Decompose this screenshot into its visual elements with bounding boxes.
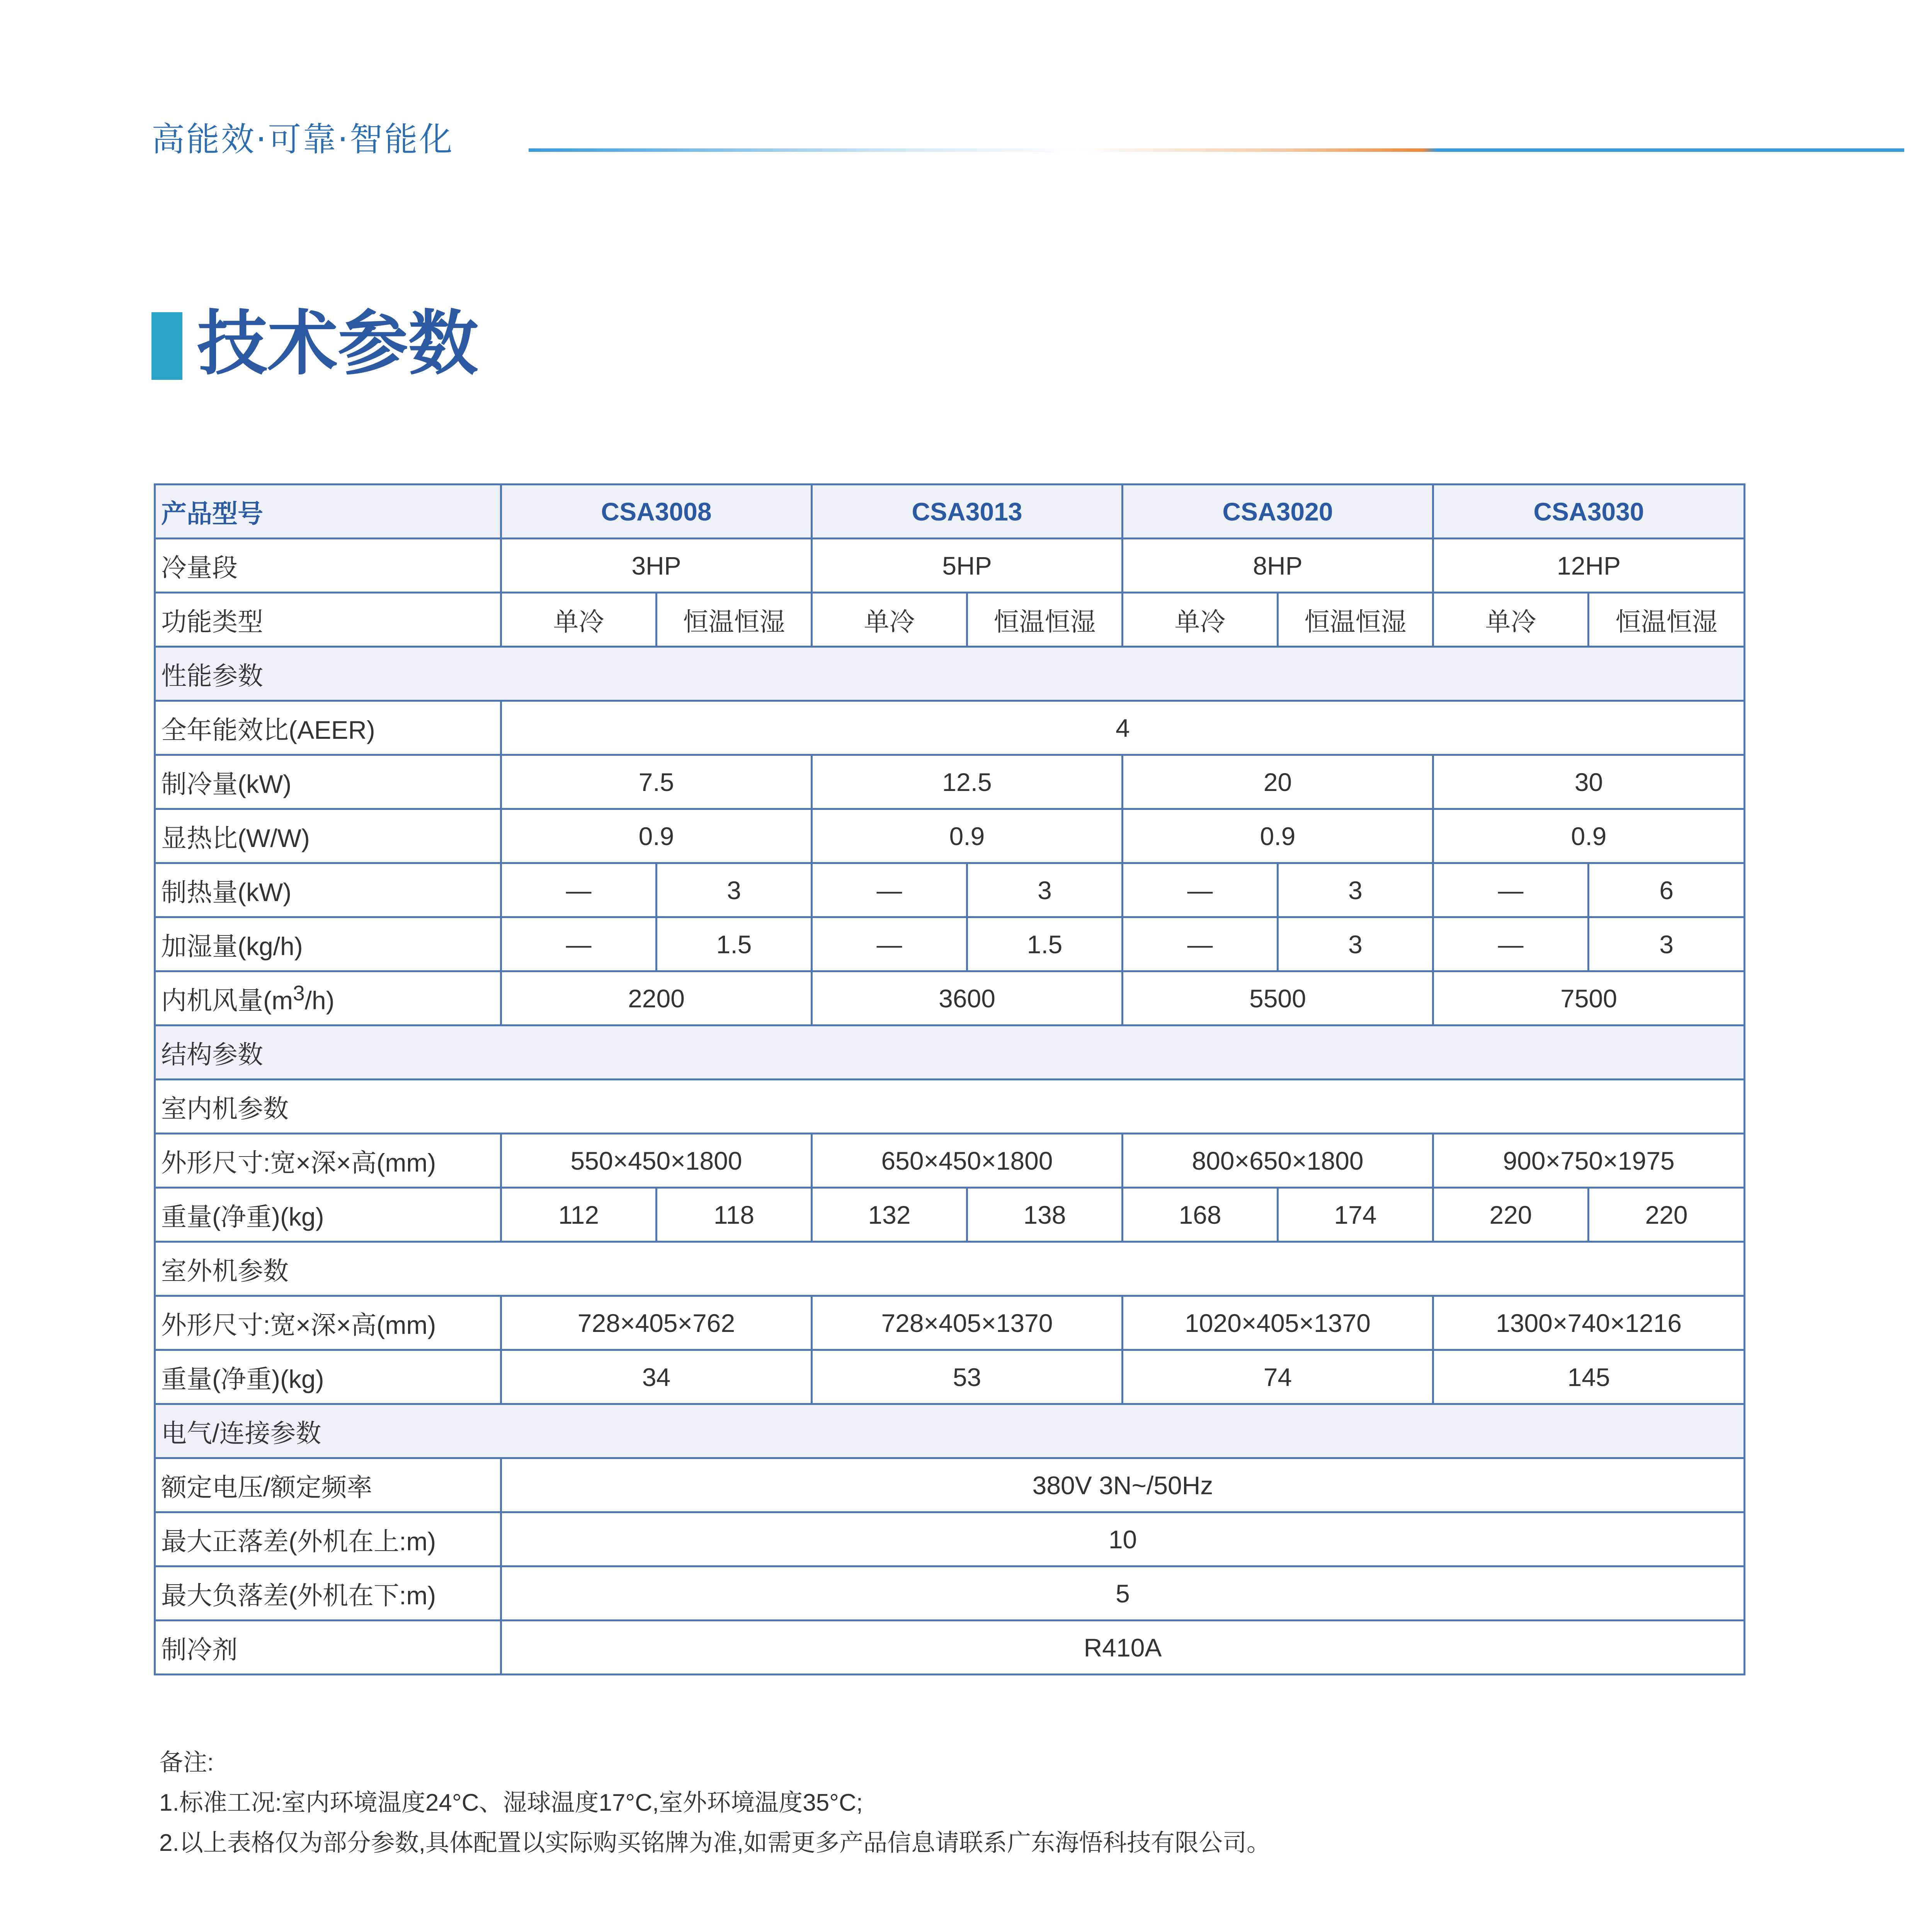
page-title: 技术参数 — [197, 303, 478, 384]
table-cell: 3 — [967, 863, 1123, 917]
table-cell: — — [812, 863, 967, 917]
header-divider — [529, 148, 1904, 152]
table-row — [155, 701, 1745, 755]
table-row — [155, 1350, 1745, 1404]
table-cell: 12HP — [1433, 539, 1745, 593]
row-label: 重量(净重)(kg) — [155, 1188, 501, 1242]
table-cell: 8HP — [1123, 539, 1433, 593]
table-cell: — — [501, 917, 657, 971]
row-label: 额定电压/额定频率 — [155, 1458, 501, 1512]
row-label: 加湿量(kg/h) — [155, 917, 501, 971]
table-cell: 7500 — [1433, 971, 1745, 1026]
table-cell: 0.9 — [1123, 809, 1433, 863]
table-cell: 74 — [1123, 1350, 1433, 1404]
table-cell: 单冷 — [1123, 593, 1278, 647]
notes-line: 2.以上表格仅为部分参数,具体配置以实际购买铭牌为准,如需更多产品信息请联系广东海悟科技有限公司。 — [159, 1830, 1271, 1856]
row-label — [155, 971, 501, 1026]
table-cell: 单冷 — [501, 593, 657, 647]
function-label: 功能类型 — [155, 593, 501, 647]
table-cell: 728×405×762 — [501, 1296, 812, 1350]
section-title: 结构参数 — [155, 1026, 1745, 1080]
notes-heading: 备注: — [159, 1749, 214, 1776]
table-cell: 138 — [967, 1188, 1123, 1242]
model-cell: CSA3013 — [812, 485, 1123, 539]
table-cell: 12.5 — [812, 755, 1123, 809]
table-cell: 220 — [1433, 1188, 1589, 1242]
table-cell: 168 — [1123, 1188, 1278, 1242]
row-label: 最大正落差(外机在上:m) — [155, 1512, 501, 1566]
row-label: 全年能效比(AEER) — [155, 701, 501, 755]
table-cell: 0.9 — [501, 809, 812, 863]
table-row — [155, 593, 1745, 647]
airflow-label-main: 内机风量(m — [161, 986, 293, 1015]
section-row — [155, 647, 1745, 701]
table-cell: 0.9 — [1433, 809, 1745, 863]
airflow-label-superscript: 3 — [293, 981, 305, 1005]
table-cell: 1300×740×1216 — [1433, 1296, 1745, 1350]
table-cell: 220 — [1589, 1188, 1745, 1242]
table-cell: 5500 — [1123, 971, 1433, 1026]
table-cell: 3HP — [501, 539, 812, 593]
table-cell: 6 — [1589, 863, 1745, 917]
row-label: 制冷剂 — [155, 1621, 501, 1675]
model-cell: CSA3020 — [1123, 485, 1433, 539]
table-cell: 0.9 — [812, 809, 1123, 863]
table-cell: 单冷 — [1433, 593, 1589, 647]
table-cell: 单冷 — [812, 593, 967, 647]
table-row — [155, 863, 1745, 917]
row-label: 制冷量(kW) — [155, 755, 501, 809]
table-cell: R410A — [501, 1621, 1745, 1675]
model-cell: CSA3008 — [501, 485, 812, 539]
table-cell: 112 — [501, 1188, 657, 1242]
table-cell: 30 — [1433, 755, 1745, 809]
table-cell: 728×405×1370 — [812, 1296, 1123, 1350]
table-cell: 3600 — [812, 971, 1123, 1026]
model-label: 产品型号 — [155, 485, 501, 539]
title-accent-bar — [151, 312, 182, 380]
table-cell: 恒温恒湿 — [1589, 593, 1745, 647]
table-cell: 900×750×1975 — [1433, 1134, 1745, 1188]
table-cell: 174 — [1278, 1188, 1433, 1242]
table-row — [155, 809, 1745, 863]
table-row — [155, 485, 1745, 539]
table-cell: 380V 3N~/50Hz — [501, 1458, 1745, 1512]
table-cell: 3 — [1278, 917, 1433, 971]
table-row — [155, 971, 1745, 1026]
model-cell: CSA3030 — [1433, 485, 1745, 539]
table-cell: 5HP — [812, 539, 1123, 593]
table-cell: 3 — [1278, 863, 1433, 917]
row-label: 最大负落差(外机在下:m) — [155, 1566, 501, 1621]
table-cell: — — [1123, 917, 1278, 971]
row-label: 重量(净重)(kg) — [155, 1350, 501, 1404]
table-cell: 4 — [501, 701, 1745, 755]
subsection-title: 室内机参数 — [155, 1080, 1745, 1134]
section-row — [155, 1026, 1745, 1080]
table-cell: 10 — [501, 1512, 1745, 1566]
table-cell: 恒温恒湿 — [657, 593, 812, 647]
table-cell: 5 — [501, 1566, 1745, 1621]
table-cell: 1.5 — [657, 917, 812, 971]
table-cell: 550×450×1800 — [501, 1134, 812, 1188]
spec-table — [154, 483, 1745, 1675]
airflow-label-tail: /h) — [304, 986, 335, 1015]
section-row — [155, 1404, 1745, 1458]
table-row — [155, 1512, 1745, 1566]
table-row — [155, 1566, 1745, 1621]
section-title: 电气/连接参数 — [155, 1404, 1745, 1458]
table-cell: 53 — [812, 1350, 1123, 1404]
table-cell: 132 — [812, 1188, 967, 1242]
table-row — [155, 917, 1745, 971]
table-row — [155, 1458, 1745, 1512]
row-label: 外形尺寸:宽×深×高(mm) — [155, 1296, 501, 1350]
table-cell: 34 — [501, 1350, 812, 1404]
row-label: 外形尺寸:宽×深×高(mm) — [155, 1134, 501, 1188]
table-cell: 7.5 — [501, 755, 812, 809]
table-cell: 145 — [1433, 1350, 1745, 1404]
header-slogan: 高能效·可靠·智能化 — [151, 120, 454, 159]
section-title: 性能参数 — [155, 647, 1745, 701]
table-cell: — — [501, 863, 657, 917]
subsection-row — [155, 1242, 1745, 1296]
table-cell: 恒温恒湿 — [967, 593, 1123, 647]
table-cell: — — [1433, 917, 1589, 971]
row-label: 制热量(kW) — [155, 863, 501, 917]
table-cell: 1020×405×1370 — [1123, 1296, 1433, 1350]
subsection-title: 室外机参数 — [155, 1242, 1745, 1296]
table-cell: 2200 — [501, 971, 812, 1026]
table-cell: 恒温恒湿 — [1278, 593, 1433, 647]
capacity-label: 冷量段 — [155, 539, 501, 593]
subsection-row — [155, 1080, 1745, 1134]
table-cell: 3 — [657, 863, 812, 917]
table-cell: — — [1433, 863, 1589, 917]
table-cell: 650×450×1800 — [812, 1134, 1123, 1188]
table-cell: — — [812, 917, 967, 971]
notes — [159, 1743, 1271, 1863]
table-cell: 800×650×1800 — [1123, 1134, 1433, 1188]
table-row — [155, 1134, 1745, 1188]
table-cell: 20 — [1123, 755, 1433, 809]
row-label: 显热比(W/W) — [155, 809, 501, 863]
table-row — [155, 1296, 1745, 1350]
table-row — [155, 539, 1745, 593]
table-cell: — — [1123, 863, 1278, 917]
table-cell: 1.5 — [967, 917, 1123, 971]
table-cell: 3 — [1589, 917, 1745, 971]
table-row — [155, 1188, 1745, 1242]
notes-line: 1.标准工况:室内环境温度24°C、湿球温度17°C,室外环境温度35°C; — [159, 1789, 863, 1816]
table-cell: 118 — [657, 1188, 812, 1242]
table-row — [155, 1621, 1745, 1675]
table-row — [155, 755, 1745, 809]
